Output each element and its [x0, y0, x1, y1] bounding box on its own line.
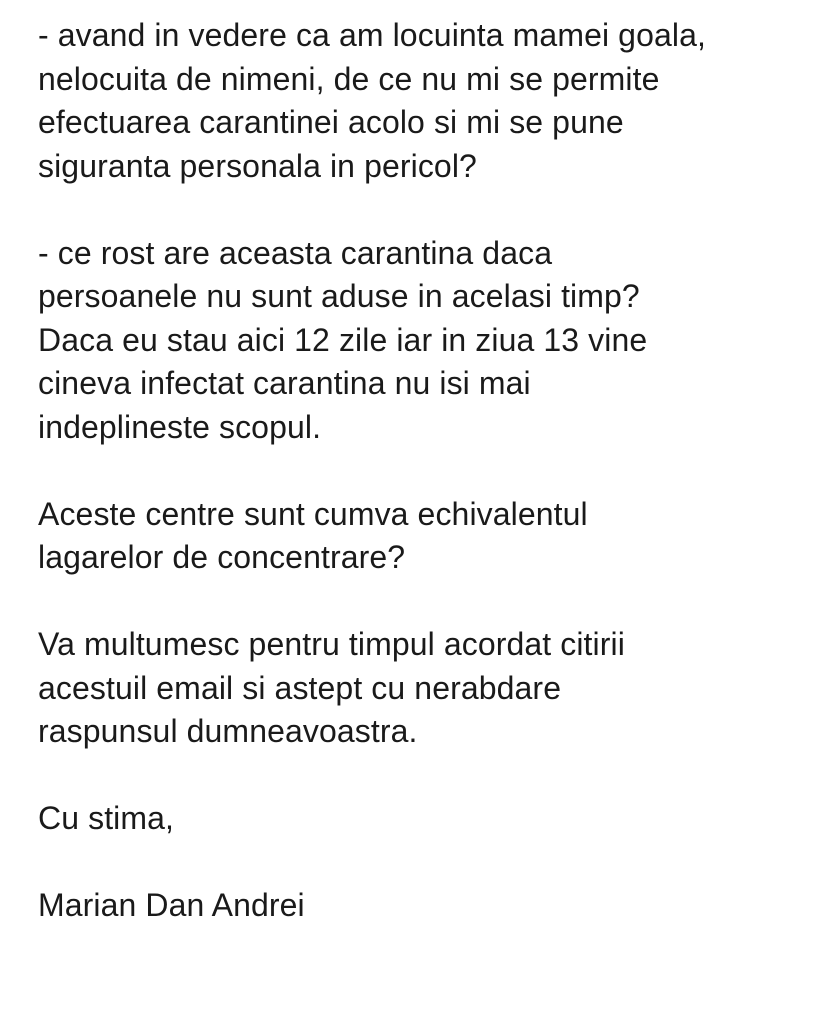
text-line: persoanele nu sunt aduse in acelasi timp?	[38, 278, 640, 314]
paragraph-question-mother-home	[38, 14, 828, 188]
text-line: Cu stima,	[38, 800, 175, 836]
text-line: siguranta personala in pericol?	[38, 147, 477, 184]
text-line: cineva infectat carantina nu isi mai	[38, 365, 531, 401]
text-line: Marian Dan Andrei	[38, 887, 305, 923]
text-line: raspunsul dumneavoastra.	[38, 713, 418, 749]
paragraph-question-centers	[38, 493, 828, 580]
text-line: Aceste centre sunt cumva echivalentul	[38, 495, 588, 532]
text-line: nelocuita de nimeni, de ce nu mi se permite	[38, 60, 660, 97]
closing-salutation	[38, 797, 828, 841]
paragraph-question-quarantine-purpose	[38, 232, 828, 450]
text-line: Daca eu stau aici 12 zile iar in ziua 13 vine	[38, 321, 648, 358]
paragraph-thanks	[38, 623, 828, 754]
text-line: efectuarea carantinei acolo si mi se pune	[38, 104, 624, 140]
text-line: - avand in vedere ca am locuinta mamei goala,	[38, 17, 706, 53]
text-line: Va multumesc pentru timpul acordat citirii	[38, 626, 625, 662]
text-line: indeplineste scopul.	[38, 408, 322, 445]
signature-name	[38, 884, 828, 928]
email-body	[38, 14, 828, 971]
text-line: lagarelor de concentrare?	[38, 539, 406, 575]
text-line: acestuil email si astept cu nerabdare	[38, 669, 562, 706]
text-line: - ce rost are aceasta carantina daca	[38, 234, 553, 271]
